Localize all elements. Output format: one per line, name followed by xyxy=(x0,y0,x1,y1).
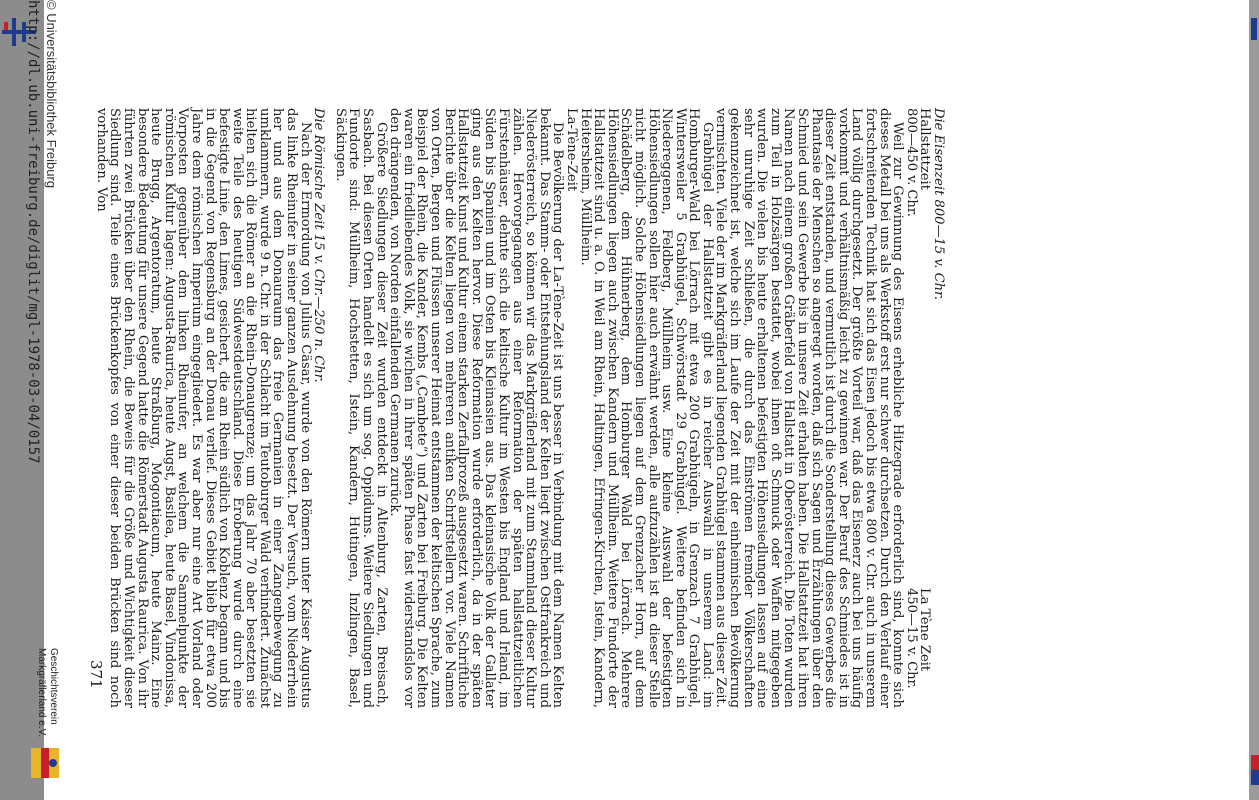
society-coat-of-arms-icon xyxy=(31,748,59,778)
paragraph-3: Die Bevölkerung der La-Tène-Zeit ist uns besser in Verbindung mit dem Namen Kelten bekannt. Das Stamm- oder Entstehungsland der Kelten liegt zwischen Ostfrankreich und Niederösterreich, so können wir das Markgräflerland mit zum Stammland dieser Kultur zählen. Hervorgegangen aus einer Reformation der späten hallstattzeitlichen Fürstenhäuser, dehnte sich die keltische Kultur im Westen bis England und Irland, im Süden bis Spanien und im Osten bis Kleinasien aus. Das kleinasische Volk der Gallater ging aus den Kelten hervor. Diese Reformation wurde erforderlich, da in der späten Hallstattzeit Kunst und Kultur einem starken Zerfallprozeß ausgesetzt waren. Schriftliche Berichte über die Kelten liegen von mehreren antiken Schriftstellern vor. Viele Namen von Orten, Bergen und Flüssen unserer Heimat entstammen der keltischen Sprache, zum Beispiel der Rhein, die Kander, Kembs („Cambete“) und Zarten bei Freiburg. Die Kelten waren ein friedliebendes Volk, sie wichen in ihrer späten Phase fast widerstandslos vor den drängenden, von Norden einfallenden Germanen zurück. xyxy=(387,108,566,708)
paragraph-2: Grabhügel der Hallstattzeit gibt es in reicher Auswahl in unserem Land: im Homburger-Wald bei Lörrach mit etwa 200 Grabhügeln, in Grenzach 7 Grabhügel, Wintersweiler 5 Grabhügel, Schwörstadt 29 Grabhügel. Weitere befinden sich in Niedereggenen, Feldberg, Müllheim usw. Eine kleine Auswahl der befestigten Höhensiedlungen sollen hier auch erwähnt werden, alle aufzuzählen ist an dieser Stelle nicht möglich. Solche Höhensiedlungen liegen auf dem Grenzacher Horn, auf dem Schädelberg, dem Hühnerberg, dem Homburger Wald bei Lörrach. Mehrere Höhensiedlungen liegen auch zwischen Kandern und Müllheim. Weitere Fundorte der Hallstattzeit sind u. a. O. in Weil am Rhein, Haltingen, Efringen-Kirchen, Istein, Kandern, Heitersheim, Müllheim. xyxy=(577,108,715,708)
scanned-page xyxy=(25,0,1245,800)
source-url[interactable]: http://dl.ub.uni-freiburg.de/diglit/mgl-1978-03-04/0157 xyxy=(25,0,41,464)
latene-dates: 450—15 v. Chr. xyxy=(903,588,919,689)
hallstatt-dates: 800—450 v. Chr. xyxy=(903,108,919,217)
society-caption: Geschichtsverein Markgräflerland e.V. xyxy=(36,648,59,738)
copyright-notice: © Universitätsbibliothek Freiburg xyxy=(44,0,59,189)
heading-roemisch: Die Römische Zeit 15 v. Chr.—250 n. Chr. xyxy=(311,108,327,383)
latene-label: La-Tène-Zeit xyxy=(563,108,579,192)
paragraph-4: Größere Siedlungen dieser Zeit wurden entdeckt in Altenburg, Zarten, Breisach, Sasbach. Bei diesen Orten handelt es sich um sog. Oppidums. Weitere Siedlungen und Fundorte sind: Müllheim, Hochstetten, Istein, Kandern, Hutingen, Inzlingen, Basel, Säckingen. xyxy=(332,108,389,708)
paragraph-5: Nach der Ermordung von Julius Cäsar, wurde von den Römern unter Kaiser Augustus das linke Rheinufer in seiner ganzen Ausdehnung besetzt. Der Versuch, vom Niederrhein her und aus dem Donauraum das freie Germanien in einer Zangenbewegung zu umklammern, wurde 9 n. Chr. in der Schlacht im Teutoburger Wald verhindert. Zunächst hielten sich die Römer an die Rhein-Donaugrenze; um das Jahr 70 aber besetzten sie weite Teile des heutigen Südwestdeutschland. Diese Eroberung wurde durch eine befestigte Linie, den Limes, gesichert, die am Rhein südlich von Koblenz begann und bis in die Gegend von Regensburg an der Donau verlief. Dieses Gebiet blieb für etwa 200 Jahre dem römischen Imperium eingegliedert. Es war aber nur eine Art Vorland oder Vorposten gegenüber dem linken Rheinufer, an welchem die Sammelpunkte der römischen Kultur lagen: Augusta-Raurica, heute Augst, Basilea, heute Basel, Vindonissa, heute Brugg, Argentoratum, heute Straßburg, Mogontiacum, heute Mainz. Eine besondere Bedeutung für unsere Gegend hatte die Römerstadt Augusta Raurica. Von ihr führten zwei Brücken über den Rhein, die Beweis für die Größe und Wichtigkeit dieser Siedlung sind. Teile eines Brückenkopfes von einer dieser beiden Brücken sind noch vorhanden. Von xyxy=(93,108,313,708)
latene-title: La Tène Zeit xyxy=(917,588,933,672)
heading-eisenzeit: Die Eisenzeit 800—15 v. Chr. xyxy=(931,108,946,301)
page-number: 371 xyxy=(87,660,105,689)
period-row-dates xyxy=(904,108,918,708)
hallstatt-title: Hallstattzeit xyxy=(917,108,933,191)
page-content xyxy=(94,108,945,708)
period-row-titles xyxy=(918,108,932,708)
paragraph-1: Weil zur Gewinnung des Eisens erhebliche Hitzegrade erforderlich sind, konnte sich dieses Metall bei uns als Werkstoff erst nur schwer durchsetzen. Durch den Verlauf einer fortschreitenden Technik hat sich das Eisen jedoch bis etwa 800 v. Chr. auch in unserem Land völlig durchgesetzt. Der größte Vorteil war, daß das Eisenerz auch bei uns häufig vorkommt und verhältnismäßig leicht zu gewinnen war. Der Beruf des Schmiedes ist in dieser Zeit entstanden, und vermutlich ist durch die Sonderstellung dieses Gewerbes die Phantasie der Menschen so angeregt worden, daß sich Sagen und Erzählungen über den Schmied und sein Gewerbe bis in unsere Zeit erhalten haben. Die Hallstattzeit hat ihren Namen nach einem großen Gräberfeld von Hallstatt in Oberösterreich. Die Toten wurden zum Teil in Holzsärgen bestattet, wobei ihnen oft Schmuck oder Waffen mitgegeben wurden. Die vielen bis heute erhaltenen befestigten Höhensiedlungen lassen auf eine sehr unruhige Zeit schließen, die durch das Einströmen fremder Völkerschaften gekennzeichnet ist, welche sich im Laufe der Zeit mit der einheimischen Bevölkerung vermischten. Viele der im Markgräflerland liegenden Grabhügel stammen aus dieser Zeit. xyxy=(713,108,906,708)
